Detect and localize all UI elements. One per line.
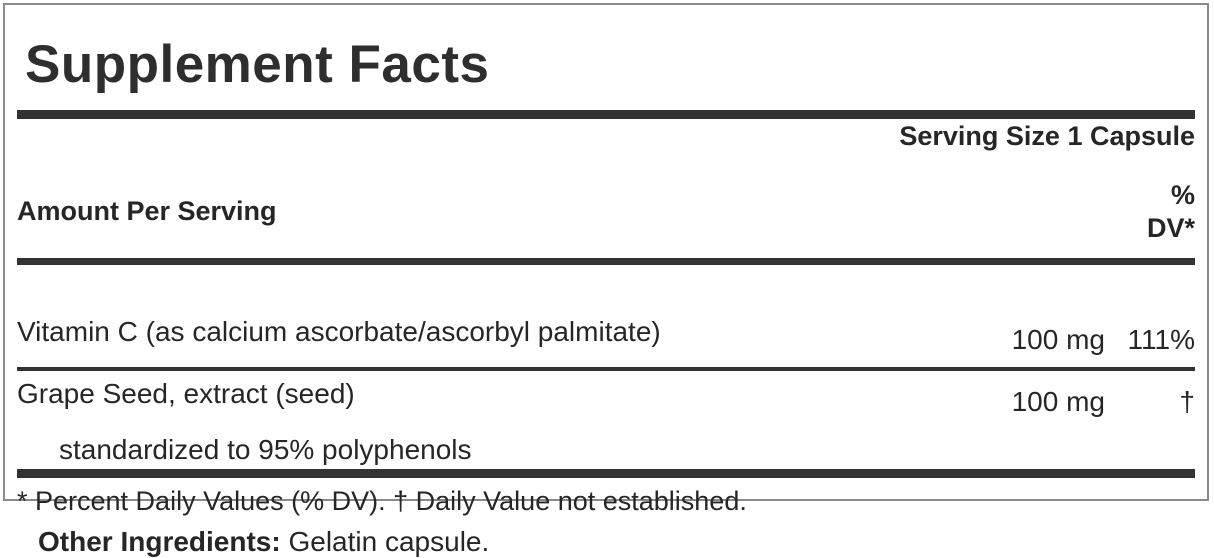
nutrient-dv-grape-seed: †	[1179, 385, 1195, 417]
nutrient-subtext-grape-seed: standardized to 95% polyphenols	[59, 433, 472, 465]
divider-row-thin	[17, 367, 1195, 371]
percent-dv-line2: DV*	[1146, 212, 1195, 243]
other-ingredients-line	[38, 527, 489, 558]
nutrient-amount-vitamin-c: 100 mg	[1011, 323, 1105, 355]
other-ingredients-label: Other Ingredients:	[38, 526, 281, 557]
nutrient-name-grape-seed: Grape Seed, extract (seed)	[17, 377, 355, 409]
supplement-facts-title: Supplement Facts	[25, 35, 490, 94]
percent-dv-header	[1147, 179, 1195, 245]
nutrient-name-vitamin-c: Vitamin C (as calcium ascorbate/ascorbyl palmitate)	[17, 315, 661, 347]
supplement-facts-panel	[3, 3, 1209, 516]
column-header-row	[17, 179, 1195, 245]
divider-title-thick	[17, 110, 1195, 119]
serving-size-text: Serving Size 1 Capsule	[899, 120, 1195, 151]
nutrient-amount-grape-seed: 100 mg	[1011, 385, 1105, 417]
other-ingredients-text: Gelatin capsule.	[280, 526, 490, 557]
divider-header-medium	[17, 258, 1195, 265]
percent-dv-line1: %	[1170, 179, 1195, 210]
nutrient-dv-vitamin-c: 111%	[1127, 323, 1195, 355]
daily-value-footnote: * Percent Daily Values (% DV). † Daily Value not established.	[17, 485, 747, 516]
amount-per-serving-label: Amount Per Serving	[17, 196, 277, 227]
nutrient-row-grape-seed	[17, 378, 1195, 418]
nutrient-row-vitamin-c	[17, 316, 1195, 356]
divider-footnote-thick	[17, 469, 1195, 478]
